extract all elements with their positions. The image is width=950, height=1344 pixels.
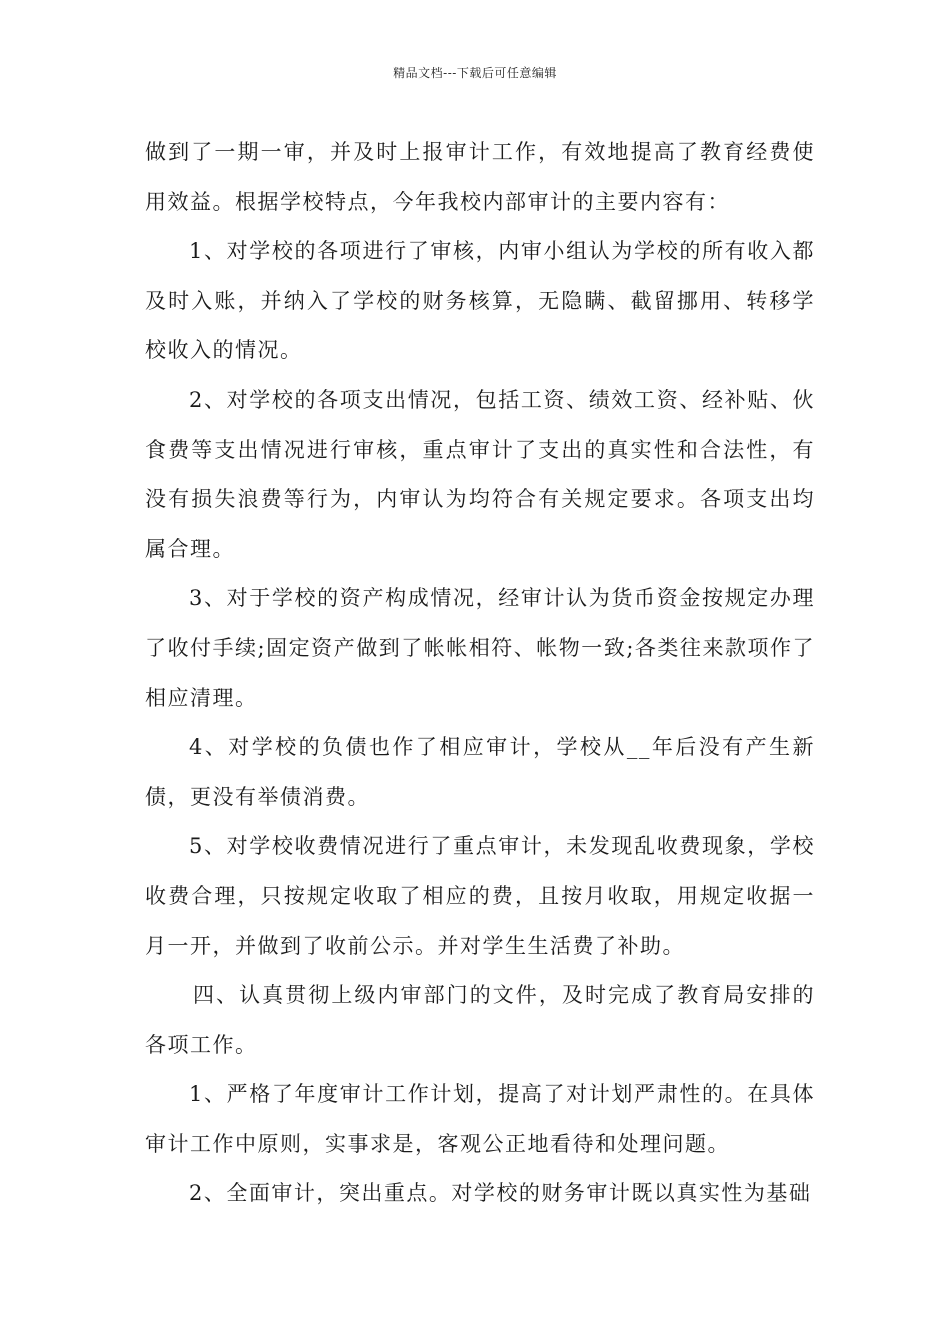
paragraph-continuation: 做到了一期一审，并及时上报审计工作，有效地提高了教育经费使用效益。根据学校特点，今年我校内部审计的主要内容有： bbox=[145, 140, 815, 214]
paragraph-item-3-assets: 3、对于学校的资产构成情况，经审计认为货币资金按规定办理了收付手续;固定资产做到了帐帐相符、帐物一致;各类往来款项作了相应清理。 bbox=[145, 586, 815, 710]
paragraph-item-2-expenditure: 2、对学校的各项支出情况，包括工资、绩效工资、经补贴、伙食费等支出情况进行审核，重点审计了支出的真实性和合法性，有没有损失浪费等行为，内审认为均符合有关规定要求。各项支出均属合理。 bbox=[145, 387, 815, 561]
paragraph-item-4-liabilities: 4、对学校的负债也作了相应审计，学校从__年后没有产生新债，更没有举债消费。 bbox=[145, 735, 815, 809]
document-body bbox=[145, 128, 815, 1219]
paragraph-section4-item-2: 2、全面审计，突出重点。对学校的财务审计既以真实性为基础 bbox=[189, 1181, 812, 1206]
paragraph-item-1-income: 1、对学校的各项进行了审核，内审小组认为学校的所有收入都及时入账，并纳入了学校的财务核算，无隐瞒、截留挪用、转移学校收入的情况。 bbox=[145, 239, 815, 363]
page-header: 精品文档---下载后可任意编辑 bbox=[393, 66, 557, 80]
paragraph-section4-item-1: 1、严格了年度审计工作计划，提高了对计划严肃性的。在具体审计工作中原则，实事求是，客观公正地看待和处理问题。 bbox=[145, 1082, 815, 1156]
section-heading-four: 四、认真贯彻上级内审部门的文件，及时完成了教育局安排的各项工作。 bbox=[145, 983, 815, 1057]
paragraph-item-5-fees: 5、对学校收费情况进行了重点审计，未发现乱收费现象，学校收费合理，只按规定收取了相应的费，且按月收取，用规定收据一月一开，并做到了收前公示。并对学生生活费了补助。 bbox=[145, 834, 815, 958]
